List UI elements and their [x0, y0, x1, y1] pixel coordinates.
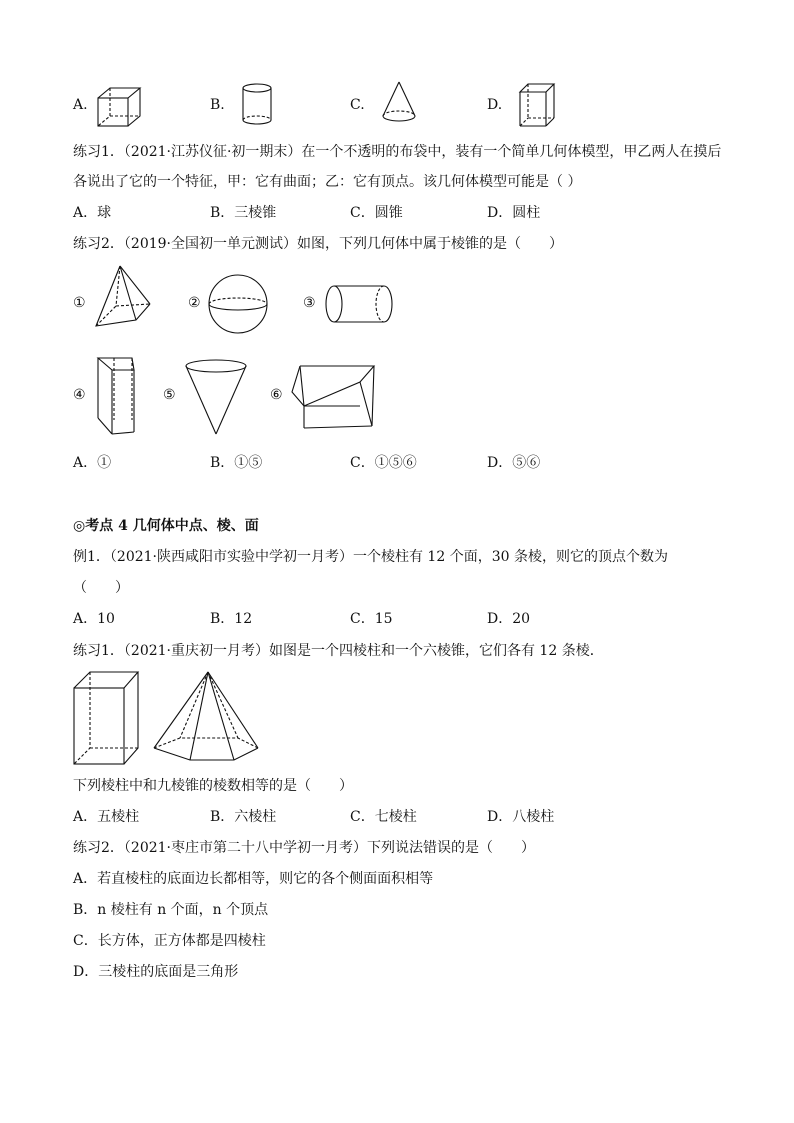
ex3-question-line2: 下列棱柱中和九棱锥的棱数相等的是（ ） — [73, 778, 353, 794]
ex2-label-1: ① — [73, 295, 86, 311]
example1-option-d: D．20 — [487, 611, 531, 627]
ex1-option-a: A．球 — [73, 205, 112, 221]
horizontal-cylinder-figure — [322, 282, 398, 326]
hexagonal-pyramid-figure — [150, 668, 262, 764]
example1-option-a: A．10 — [73, 611, 115, 627]
cone-figure — [380, 80, 420, 126]
ex1-option-b: B．三棱锥 — [210, 205, 277, 221]
ex2-option-c: C．①⑤⑥ — [350, 455, 417, 471]
ex2-label-6: ⑥ — [270, 387, 283, 403]
inverted-cone-figure — [182, 356, 252, 438]
ex2-option-d: D．⑤⑥ — [487, 455, 541, 471]
ex2-label-2: ② — [188, 295, 201, 311]
section-title: ◎考点 4 几何体中点、棱、面 — [73, 518, 259, 534]
ex1-question-line1: 练习1．（2021·江苏仪征·初一期末）在一个不透明的布袋中，装有一个简单几何体模型，甲乙两人在摸后 — [73, 144, 722, 160]
ex4-option-c: C．长方体，正方体都是四棱柱 — [73, 933, 266, 949]
cube-figure — [96, 86, 146, 128]
cylinder-figure — [240, 82, 276, 128]
example1-option-c: C．15 — [350, 611, 393, 627]
ex4-question-line1: 练习2．（2021·枣庄市第二十八中学初一月考）下列说法错误的是（ ） — [73, 840, 535, 856]
pentagonal-prism-figure — [90, 354, 142, 440]
example1-question-line2: （ ） — [73, 580, 129, 596]
pyramid-figure — [92, 262, 156, 332]
top-option-b-label: B. — [210, 97, 225, 113]
triangular-prism-figure — [516, 80, 558, 130]
ex3-option-c: C．七棱柱 — [350, 809, 417, 825]
ex1-option-d: D．圆柱 — [487, 205, 541, 221]
ex2-label-4: ④ — [73, 387, 86, 403]
ex2-label-3: ③ — [303, 295, 316, 311]
ex4-option-d: D．三棱柱的底面是三角形 — [73, 964, 239, 980]
ex3-option-a: A．五棱柱 — [73, 809, 140, 825]
ex1-question-line2: 各说出了它的一个特征，甲：它有曲面；乙：它有顶点。该几何体模型可能是（ ） — [73, 174, 582, 190]
ex3-question-line1: 练习1．（2021·重庆初一月考）如图是一个四棱柱和一个六棱锥，它们各有 12 条棱． — [73, 643, 604, 659]
ex4-option-b: B．n 棱柱有 n 个面，n 个顶点 — [73, 902, 269, 918]
ex1-option-c: C．圆锥 — [350, 205, 403, 221]
ex3-option-d: D．八棱柱 — [487, 809, 555, 825]
lying-prism-figure — [290, 362, 382, 434]
ex2-question-line1: 练习2．（2019·全国初一单元测试）如图，下列几何体中属于棱锥的是（ ） — [73, 236, 563, 252]
rectangular-prism-figure — [72, 668, 142, 768]
example1-question-line1: 例1．（2021·陕西咸阳市实验中学初一月考）一个棱柱有 12 个面，30 条棱，则它的顶点个数为 — [73, 549, 668, 565]
ex4-option-a: A．若直棱柱的底面边长都相等，则它的各个侧面面积相等 — [73, 871, 434, 887]
ex2-label-5: ⑤ — [163, 387, 176, 403]
ex2-option-a: A．① — [73, 455, 112, 471]
ex2-option-b: B．①⑤ — [210, 455, 263, 471]
ex3-option-b: B．六棱柱 — [210, 809, 277, 825]
example1-option-b: B．12 — [210, 611, 253, 627]
top-option-a-label: A. — [73, 97, 88, 113]
top-option-d-label: D. — [487, 97, 503, 113]
sphere-figure — [206, 272, 270, 336]
top-option-c-label: C. — [350, 97, 365, 113]
